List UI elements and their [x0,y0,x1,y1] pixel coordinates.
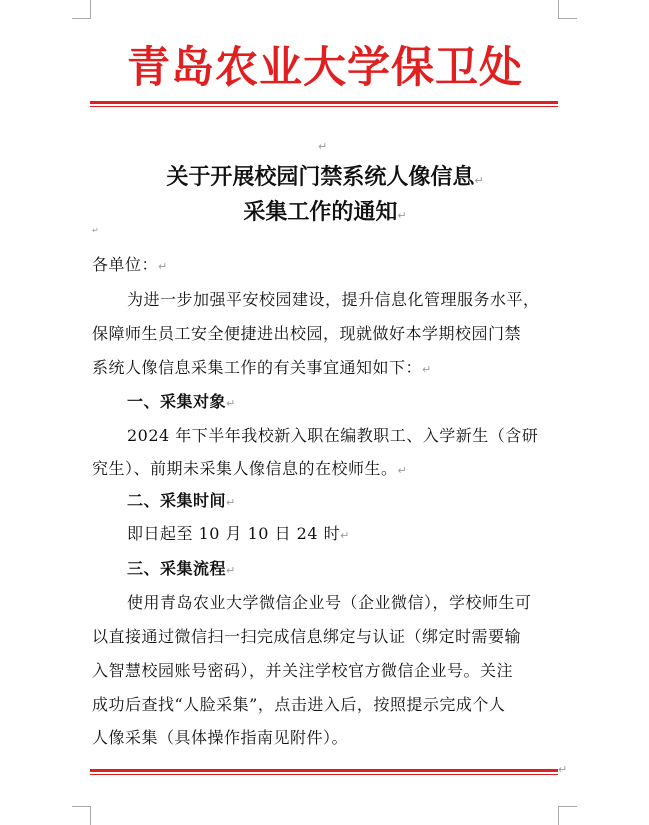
page-corner-mark [72,0,91,19]
section-body-line: 入智慧校园账号密码），并关注学校官方微信企业号。关注 [92,661,514,680]
paragraph-mark: ↵ [397,209,407,222]
letterhead-rule [90,101,558,104]
letterhead-rule-thin [90,106,558,107]
organization-letterhead: 青岛农业大学保卫处 [127,43,523,93]
page-corner-mark [558,806,577,825]
page-corner-mark [72,806,91,825]
section-body-line: 人像采集（具体操作指南见附件）。 [92,728,349,747]
notice-title-line-1: 关于开展校园门禁系统人像信息↵ [166,164,484,190]
section-body-line: 2024 年下半年我校新入职在编教职工、入学新生（含研 [127,426,539,445]
intro-line: 保障师生员工安全便捷进出校园，现就做好本学期校园门禁 [92,324,522,343]
paragraph-mark: ↵ [226,397,236,410]
section-heading: 二、采集时间↵ [127,491,236,510]
section-body-line: 以直接通过微信扫一扫完成信息绑定与认证（绑定时需要输 [92,627,522,646]
section-body-line: 究生）、前期未采集人像信息的在校师生。↵ [92,459,408,478]
section-body-line: 使用青岛农业大学微信企业号（企业微信），学校师生可 [127,593,532,612]
salutation: 各单位：↵ [92,255,168,274]
intro-line: 系统人像信息采集工作的有关事宜通知如下：↵ [92,358,432,377]
paragraph-mark: ↵ [318,140,328,153]
section-heading: 一、采集对象↵ [127,392,236,411]
paragraph-mark: ↵ [340,529,350,542]
section-heading: 三、采集流程↵ [127,559,236,578]
paragraph-mark: ↵ [158,260,168,273]
footer-rule [90,769,558,772]
paragraph-mark: ↵ [226,496,236,509]
notice-title-line-2: 采集工作的通知↵ [243,199,407,225]
section-body-line: 即日起至 10 月 10 日 24 时↵ [127,524,350,543]
paragraph-mark: ↵ [422,363,432,376]
page-corner-mark [558,0,577,19]
paragraph-mark: ↵ [397,464,408,477]
intro-line: 为进一步加强平安校园建设，提升信息化管理服务水平， [127,290,540,309]
paragraph-mark: ↵ [226,564,236,577]
paragraph-mark: ↵ [474,174,484,187]
paragraph-mark: ↵ [558,763,568,776]
section-body-line: 成功后查找“人脸采集”，点击进入后，按照提示完成个人 [92,695,506,714]
paragraph-mark: ↵ [92,226,99,235]
footer-rule-thin [90,774,558,775]
